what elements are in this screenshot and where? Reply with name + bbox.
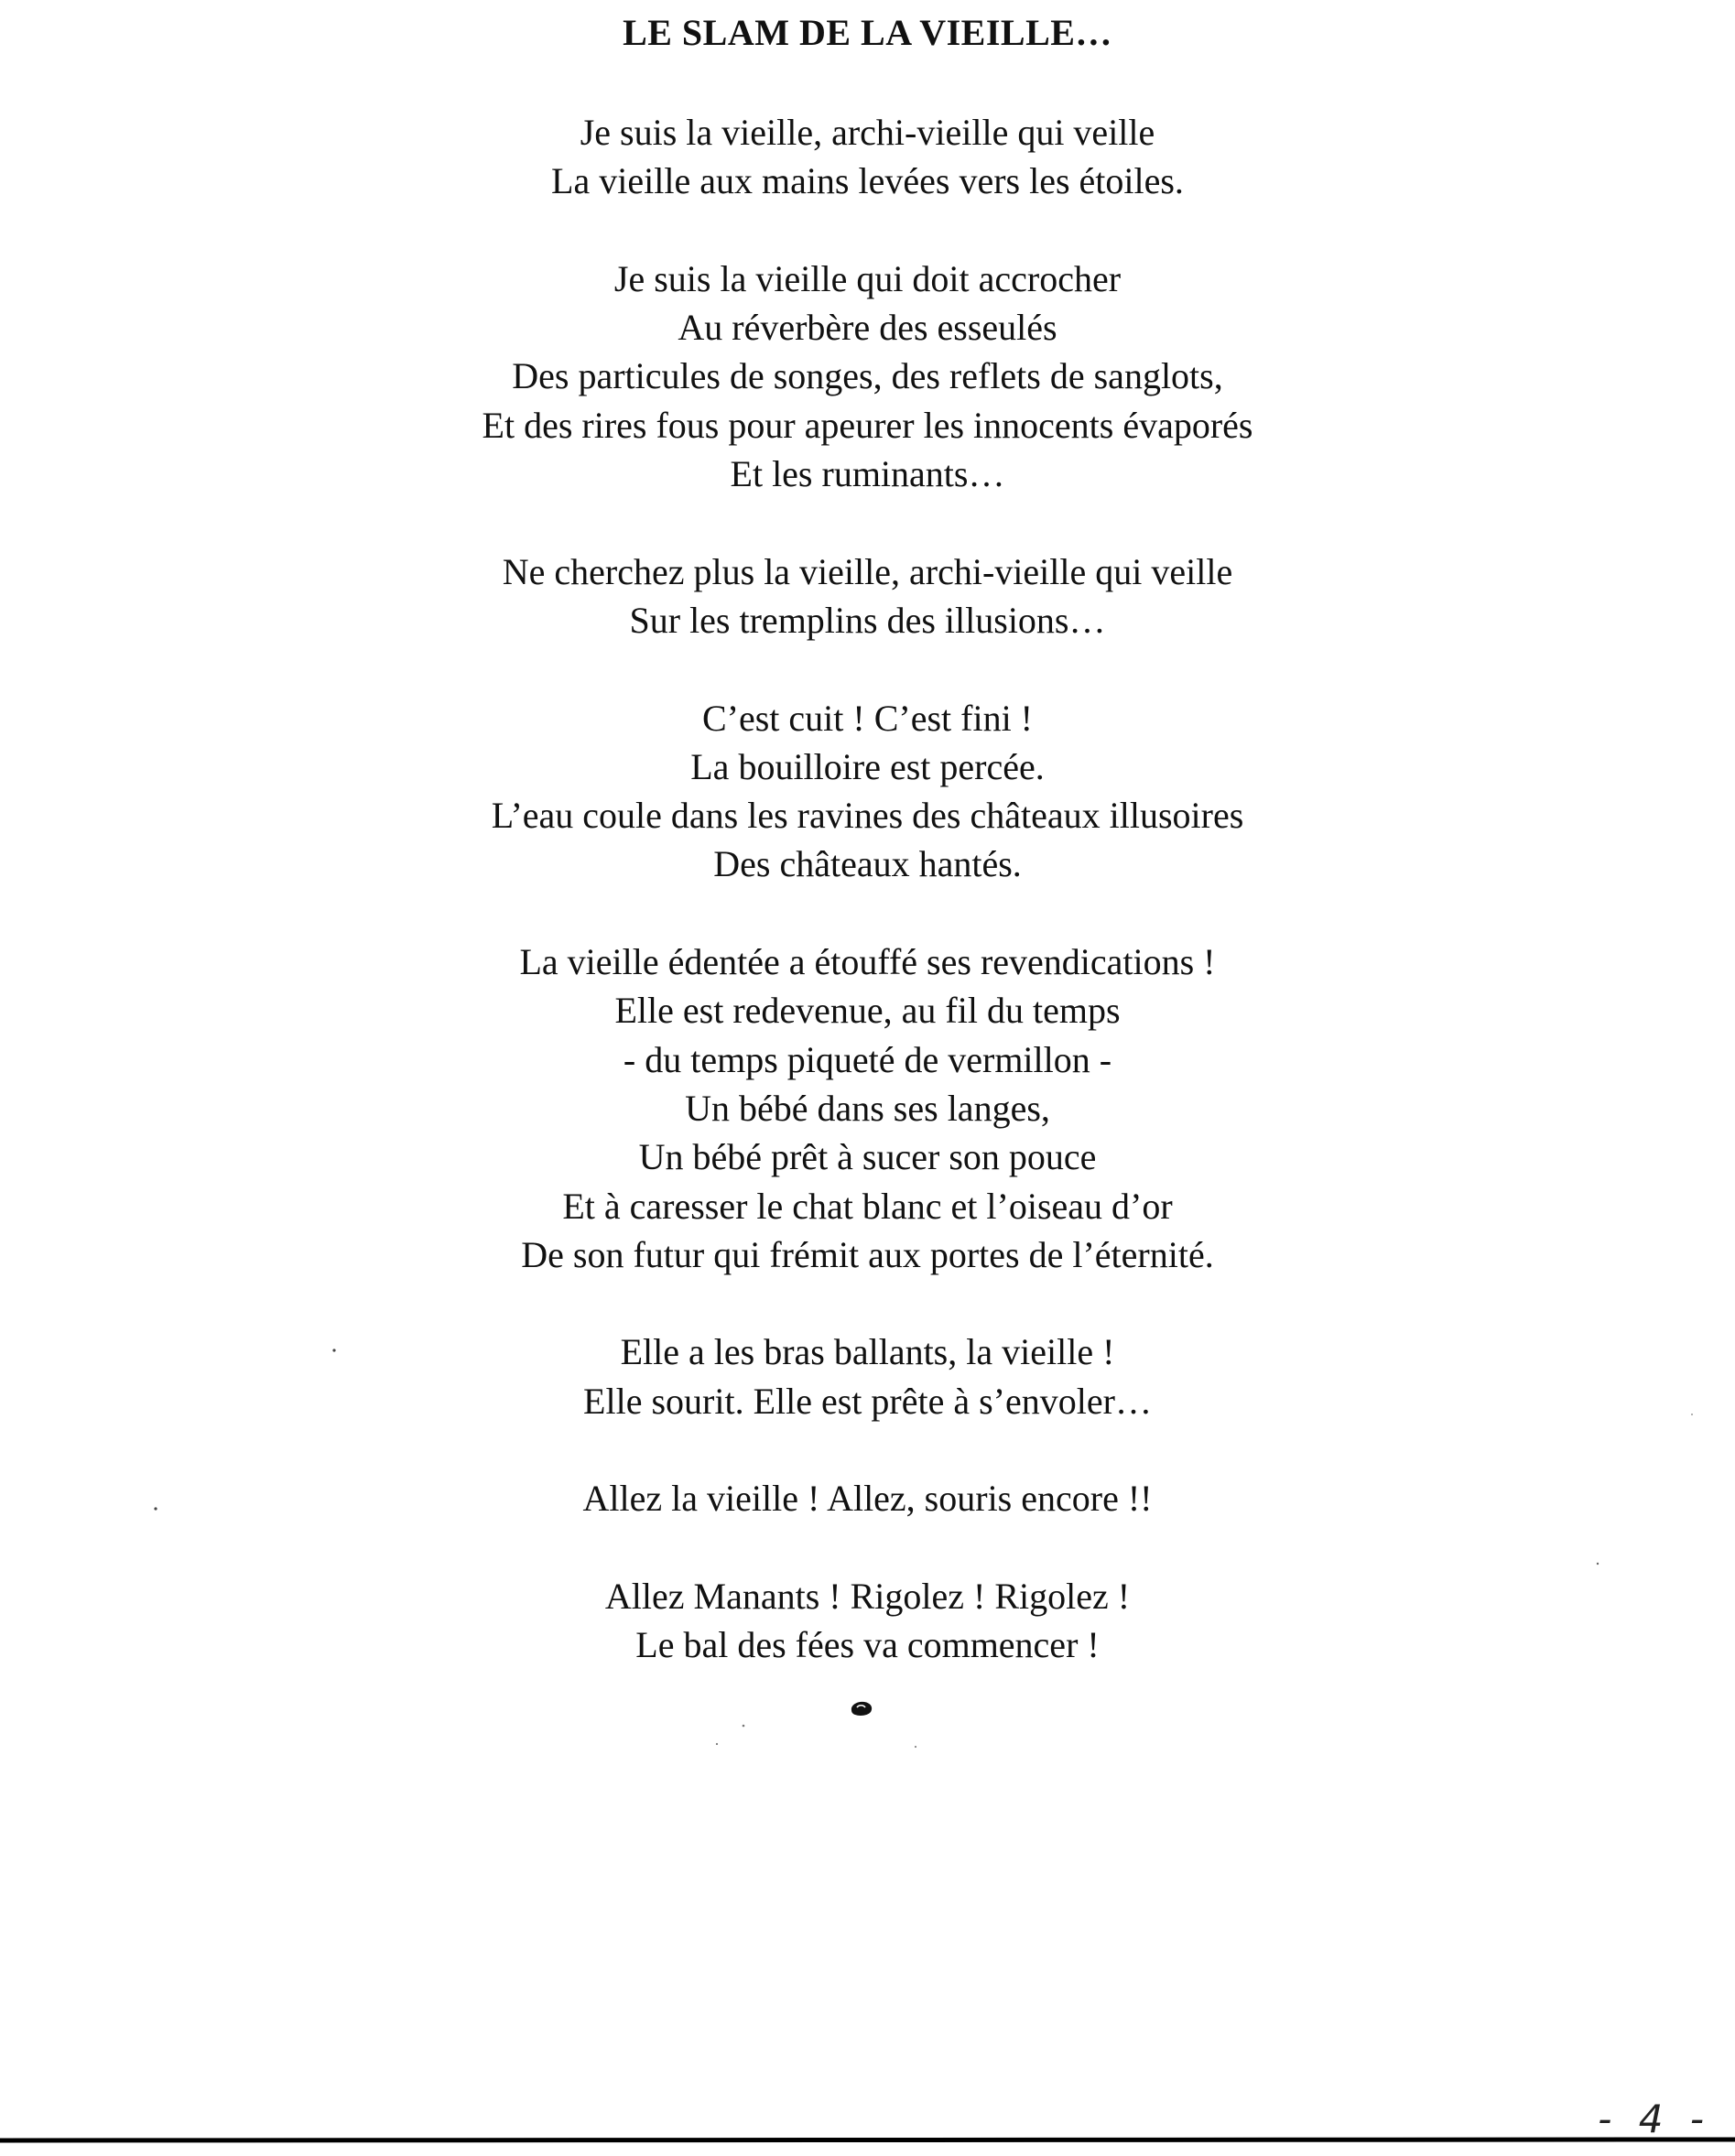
poem-line: La vieille aux mains levées vers les étoiles. <box>551 160 1184 202</box>
poem-line: Sur les tremplins des illusions… <box>629 599 1106 641</box>
poem-line: Au réverbère des esseulés <box>678 307 1057 349</box>
poem-line: De son futur qui frémit aux portes de l’éternité. <box>521 1233 1214 1275</box>
poem-line: Ne cherchez plus la vieille, archi-vieille qui veille <box>502 550 1233 592</box>
poem-line: Et les ruminants… <box>730 453 1005 495</box>
poem-line: Elle a les bras ballants, la vieille ! <box>620 1331 1115 1373</box>
poem-line: Elle est redevenue, au fil du temps <box>614 990 1121 1032</box>
bottom-rule <box>0 2135 1735 2144</box>
poem-line: Et des rires fous pour apeurer les innocents évaporés <box>482 404 1253 446</box>
poem-line: C’est cuit ! C’est fini ! <box>701 697 1034 739</box>
poem-line: Allez la vieille ! Allez, souris encore !! <box>582 1478 1153 1520</box>
poem-body <box>0 108 1735 1718</box>
stanza-7 <box>0 1474 1735 1522</box>
stanza-6 <box>0 1327 1735 1425</box>
poem-line: La bouilloire est percée. <box>690 745 1045 787</box>
poem-line: Allez Manants ! Rigolez ! Rigolez ! <box>604 1575 1131 1617</box>
poem-line: Je suis la vieille qui doit accrocher <box>613 257 1122 299</box>
poem-line: Un bébé dans ses langes, <box>685 1087 1050 1129</box>
stanza-2 <box>0 255 1735 498</box>
poem-line: La vieille édentée a étouffé ses revendications ! <box>519 941 1216 983</box>
poem-line: Je suis la vieille, archi-vieille qui veille <box>580 112 1155 153</box>
poem-line: Elle sourit. Elle est prête à s’envoler… <box>583 1380 1152 1422</box>
poem-line: Des châteaux hantés. <box>713 843 1022 885</box>
poem-line: Un bébé prêt à sucer son pouce <box>638 1136 1097 1178</box>
stanza-1 <box>0 108 1735 206</box>
ink-blot-ornament-icon <box>849 1699 874 1717</box>
poem-title: LE SLAM DE LA VIEILLE… <box>623 12 1112 53</box>
stanza-5 <box>0 937 1735 1279</box>
poem-line: Des particules de songes, des reflets de sanglots, <box>512 355 1223 397</box>
poem-line: Le bal des fées va commencer ! <box>635 1624 1100 1666</box>
poem-line: L’eau coule dans les ravines des châteaux illusoires <box>491 795 1244 837</box>
stanza-8 <box>0 1572 1735 1670</box>
poem-line: - du temps piqueté de vermillon - <box>623 1038 1112 1080</box>
stanza-3 <box>0 547 1735 645</box>
stanza-4 <box>0 694 1735 889</box>
poem-line: Et à caresser le chat blanc et l’oiseau d’or <box>562 1185 1173 1227</box>
page-number: - 4 - <box>1598 2096 1711 2141</box>
